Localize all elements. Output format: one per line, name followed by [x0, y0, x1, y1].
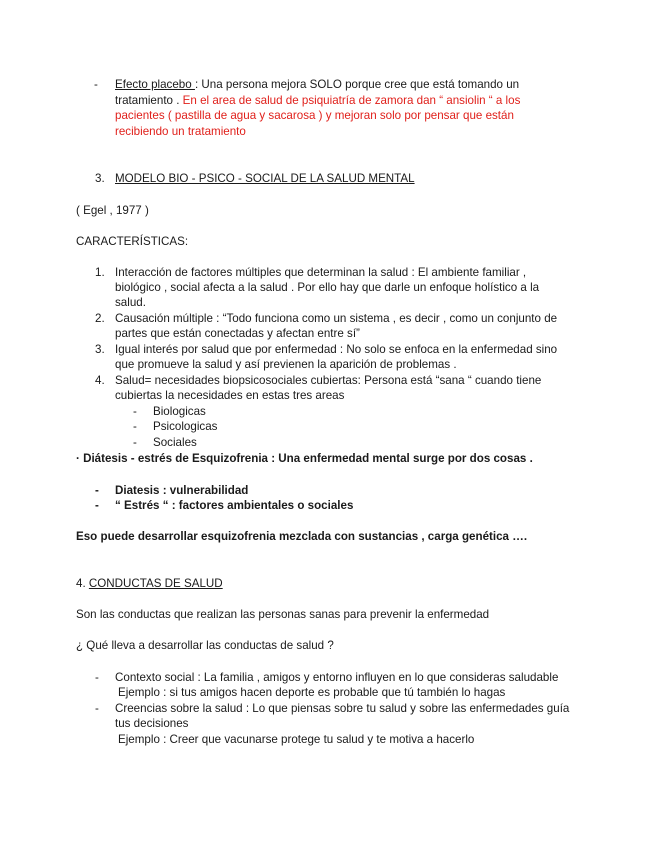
conclusion: Eso puede desarrollar esquizofrenia mezclada con sustancias , carga genética …. — [76, 530, 528, 543]
section4-number: 4. — [76, 577, 89, 590]
section3-title: MODELO BIO - PSICO - SOCIAL DE LA SALUD MENTAL — [115, 172, 415, 185]
list-item-number: 3. — [95, 343, 105, 356]
sub-item: Psicologicas — [153, 420, 218, 433]
diatesis-bullet: - — [95, 499, 99, 512]
placebo-text: : Una persona mejora SOLO porque cree que está tomando un — [194, 78, 520, 91]
list-item-line: partes que están conectadas y afectan entre sí” — [115, 327, 360, 340]
sub-bullet: - — [133, 436, 137, 449]
behavior-bullet: - — [95, 671, 99, 684]
list-item-line: Igual interés por salud que por enfermedad : No solo se enfoca en la enfermedad sino — [115, 343, 558, 356]
list-item-number: 1. — [95, 266, 105, 279]
list-item-number: 4. — [95, 374, 105, 387]
sub-item: Sociales — [153, 436, 197, 449]
list-item-number: 2. — [95, 312, 105, 325]
diatesis-item: Diatesis : vulnerabilidad — [115, 484, 249, 497]
placebo-text-2: tratamiento . — [115, 94, 183, 107]
section3-number: 3. — [95, 172, 105, 185]
list-item-line: salud. — [115, 296, 146, 309]
placebo-red-text: En el area de salud de psiquiatría de zamora dan “ ansiolin “ a los — [182, 94, 521, 107]
behavior-item: Creencias sobre la salud : Lo que piensas sobre tu salud y sobre las enfermedades guía — [115, 702, 570, 715]
behavior-example: Ejemplo : Creer que vacunarse protege tu salud y te motiva a hacerlo — [118, 733, 475, 746]
section4-title: CONDUCTAS DE SALUD — [88, 577, 223, 590]
placebo-red-line-3: pacientes ( pastilla de agua y sacarosa ) y mejoran solo por pensar que están — [115, 109, 514, 122]
behavior-example: Ejemplo : si tus amigos hacen deporte es probable que tú también lo hagas — [118, 686, 506, 699]
list-item-line: cubiertas la necesidades en estas tres areas — [115, 389, 345, 402]
placebo-term: Efecto placebo — [115, 78, 195, 91]
diatesis-bullet: - — [95, 484, 99, 497]
section4-heading — [76, 576, 223, 591]
section4-intro: Son las conductas que realizan las personas sanas para prevenir la enfermedad — [76, 608, 490, 621]
list-item-line: que promueve la salud y así previenen la aparición de problemas . — [115, 358, 457, 371]
placebo-red-line-4: recibiendo un tratamiento — [115, 125, 246, 138]
sub-bullet: - — [133, 405, 137, 418]
section3-citation: ( Egel , 1977 ) — [76, 204, 149, 217]
diatesis-item: “ Estrés “ : factores ambientales o sociales — [115, 499, 354, 512]
sub-bullet: - — [133, 420, 137, 433]
list-item-line: Causación múltiple : “Todo funciona como un sistema , es decir , como un conjunto de — [115, 312, 558, 325]
behavior-bullet: - — [95, 702, 99, 715]
behavior-item: Contexto social : La familia , amigos y entorno influyen en lo que consideras saludable — [115, 671, 559, 684]
sub-item: Biologicas — [153, 405, 206, 418]
section4-question: ¿ Qué lleva a desarrollar las conductas de salud ? — [76, 639, 334, 652]
diatesis-line: · Diátesis - estrés de Esquizofrenia : Una enfermedad mental surge por dos cosas . — [76, 452, 533, 465]
placebo-line-2 — [115, 93, 520, 108]
list-item-line: biológico , social afecta a la salud . Por ello hay que darle un enfoque holístico a la — [115, 281, 540, 294]
list-item-line: Interacción de factores múltiples que determinan la salud : El ambiente familiar , — [115, 266, 527, 279]
placebo-bullet: - — [94, 78, 98, 91]
behavior-item-cont: tus decisiones — [115, 717, 189, 730]
list-item-line: Salud= necesidades biopsicosociales cubiertas: Persona está “sana “ cuando tiene — [115, 374, 542, 387]
placebo-line-1 — [115, 77, 519, 92]
section3-features-heading: CARACTERÍSTICAS: — [76, 235, 189, 248]
